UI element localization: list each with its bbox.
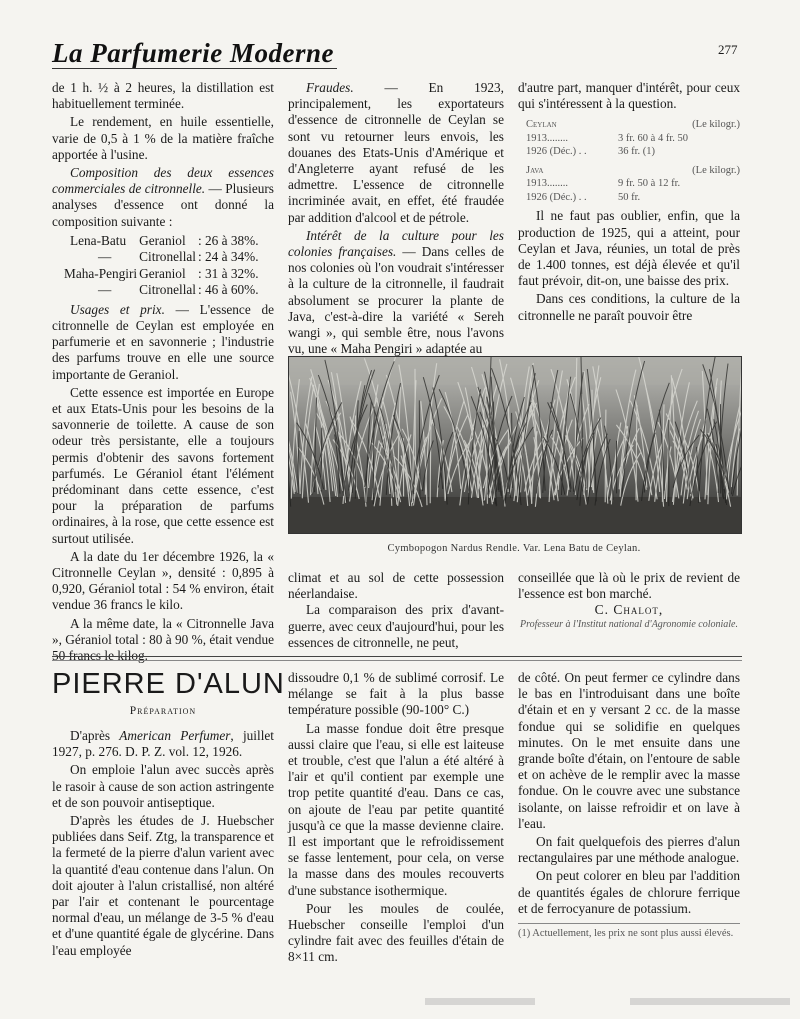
footnote: (1) Actuellement, les prix ne sont plus aussi élevés. [518,923,740,940]
paragraph: D'après American Perfumer, juillet 1927, p. 276. D. P. Z. vol. 12, 1926. [52,728,274,760]
paragraph: On fait quelquefois des pierres d'alun rectangulaires par une méthode analogue. [518,834,740,866]
author-signature [518,602,740,630]
paragraph: conseillée que là où le prix de revient de l'essence est bon marché. [518,570,740,602]
paragraph: La comparaison des prix d'avant-guerre, avec ceux d'aujourd'hui, pour les essences de citronnelle, ne peut, [288,602,504,650]
paragraph: A la même date, la « Citronnelle Java », Géraniol total : 80 à 90 %, était vendue 50 francs le kilog. [52,615,274,664]
price-row: 1926 (Déc.) . . 50 fr. [526,191,641,203]
paragraph: D'après les études de J. Huebscher publiées dans Seif. Ztg, la transparence et la fermeté de la pierre d'alun varient avec la quantité d'eau contenue dans l'alun. On doit ajouter à l'alun cristallisé, non altéré par l'air et contenant le pourcentage normal d'eau, un mélange de 3-5 % d'eau et d'une quantité égale de glycérine. Dans l'eau employée [52,813,274,958]
column-3-top [518,80,740,324]
composition-table [52,233,261,299]
column-2-bottom [288,570,504,651]
column-1 [52,80,274,664]
paragraph: de 1 h. ½ à 2 heures, la distillation est habituellement terminée. [52,80,274,112]
price-header: Java (Le kilogr.) [526,164,740,176]
price-row: 1926 (Déc.) . . 36 fr. (1) [526,146,656,158]
paragraph: dissoudre 0,1 % de sublimé corrosif. Le mélange se fait à la plus basse température possible (90-100° C.) [288,670,504,718]
table-row: Maha-Pengiri Geraniol : 31 à 32%. [64,265,259,281]
paragraph: d'autre part, manquer d'intérêt, pour ceux qui s'intéressent à la question. [518,80,740,112]
article2-column-2 [288,670,504,966]
paragraph: climat et au sol de cette possession néerlandaise. [288,570,504,602]
paragraph: Dans ces conditions, la culture de la citronnelle ne paraît pouvoir être [518,291,740,323]
article2-column-3 [518,670,740,940]
article2-column-1 [52,728,274,959]
grass-blade [419,400,420,499]
author-role: Professeur à l'Institut national d'Agronomie coloniale. [520,618,738,630]
article-title: PIERRE D'ALUN [52,668,285,700]
photo-caption: Cymbopogon Nardus Rendle. Var. Lena Batu de Ceylan. [387,543,641,554]
photo-illustration [289,357,741,533]
table-row: Lena-Batu Geraniol : 26 à 38%. [70,232,259,248]
section-heading: Usages et prix. [70,301,165,317]
paragraph: Usages et prix. — L'essence de citronnelle de Ceylan est employée en parfumerie et en savonnerie ; l'industrie des parfums trouve en elle une source importante de Geraniol. [52,301,274,382]
price-header: Ceylan (Le kilogr.) [526,119,740,131]
table-row: — Citronellal : 24 à 34%. [98,249,259,265]
price-table [518,118,740,204]
paragraph: Intérêt de la culture pour les colonies françaises. — Dans celles de nos colonies où l'on voudrait s'intéresser à la culture de la citronnelle, il faudrait absolument se procurer la plante de Java, c'est-à-dire la variété « Sereh wangi », qui semble être, nous l'avons vu, une « Maha Pengiri » adaptée au [288,227,504,357]
scan-artifact [425,998,535,1005]
paragraph: A la date du 1er décembre 1926, la « Citronnelle Ceylan », densité : 0,895 à 0,920, Géraniol total : 54 % environ, était vendue 36 francs le kilo. [52,548,274,613]
masthead: La Parfumerie Moderne [52,38,334,68]
paragraph: Pour les moules de coulée, Huebscher conseille l'emploi d'un cylindre fait avec des feuilles d'étain de 8×11 cm. [288,900,504,965]
scan-artifact [630,998,790,1005]
journal-name: American Perfumer [119,728,231,743]
section-divider [52,656,742,657]
paragraph: On peut colorer en bleu par l'addition de quantités égales de chlorure ferrique et de ferrocyanure de potassium. [518,868,740,916]
paragraph: Il ne faut pas oublier, enfin, que la production de 1925, qui a atteint, pour Ceylan et Java, réunies, un total de près de 1.400 tonnes, est déjà élevée et qu'il faut prévoir, dit-on, une baisse des prix. [518,208,740,289]
column-2-top [288,80,504,357]
author-name: C. Chalot, [594,602,664,618]
page-number: 277 [718,42,738,57]
paragraph: Composition des deux essences commerciales de citronnelle. — Plusieurs analyses d'essence ont donné la composition suivante : [52,165,274,229]
article-subtitle: Préparation [129,705,197,717]
section-divider-thin [52,660,742,661]
paragraph: Le rendement, en huile essentielle, varie de 0,5 à 1 % de la matière fraîche apportée à l'usine. [52,114,274,162]
section-heading: Composition des deux essences commerciales de citronnelle. [52,165,274,197]
section-heading: Fraudes. [306,80,354,95]
paragraph: Fraudes. — En 1923, principalement, les exportateurs d'essence de citronnelle de Ceylan se sont vu retourner leurs envois, les douanes des Etats-Unis d'Amérique et d'Angleterre ayant refusé de les admettre. L'essence de citronnelle incriminée avait, en effet, été fraudée par addition d'alcool et de pétrole. [288,80,504,225]
table-row: — Citronellal : 46 à 60%. [98,282,259,298]
grass-blade [605,410,606,503]
masthead-rule [52,68,337,69]
price-row: 1913........ 9 fr. 50 à 12 fr. [526,178,681,190]
paragraph: On emploie l'alun avec succès après le rasoir à cause de son action astringente et de son pouvoir antiseptique. [52,762,274,810]
paragraph: La masse fondue doit être presque aussi claire que l'eau, si elle est laiteuse et trouble, c'est que l'alun a été altéré à l'air et qu'il contient par exemple une trop petite quantité d'eau. Dans ce cas, on ajoute de l'eau par petite quantité jusqu'à ce que la masse devienne claire. Il est important que le refroidissement se fasse lentement, pour cela, on verse la masse dans des moules recouverts d'une substance isothermique. [288,720,504,898]
column-3-bottom [518,570,740,631]
paragraph: Cette essence est importée en Europe et aux Etats-Unis pour les besoins de la savonnerie de toilette. A cause de son odeur très persistante, elle a toujours permis d'obtenir des savons fortement parfumés. Le Géraniol étant l'élément prédominant dans cette essence, c'est pour la préparation de parfums ordinaires, à la rose, que cette essence est surtout utilisée. [52,384,274,546]
section-heading: Intérêt de la culture pour les colonies françaises. [288,227,504,260]
photograph-citronella-plants [288,356,742,534]
price-row: 1913........ 3 fr. 60 à 4 fr. 50 [526,132,688,144]
paragraph: de côté. On peut fermer ce cylindre dans le bas en l'introduisant dans une boîte d'étain et en y versant 2 cc. de la masse fondue qui se solidifie en quelques minutes. On le met ensuite dans une grande boîte d'étain, on l'entoure de sable et on achève de le remplir avec la masse fondue. On le couvre avec une substance isolante, on laisse refroidir et on lave à l'eau. [518,670,740,831]
